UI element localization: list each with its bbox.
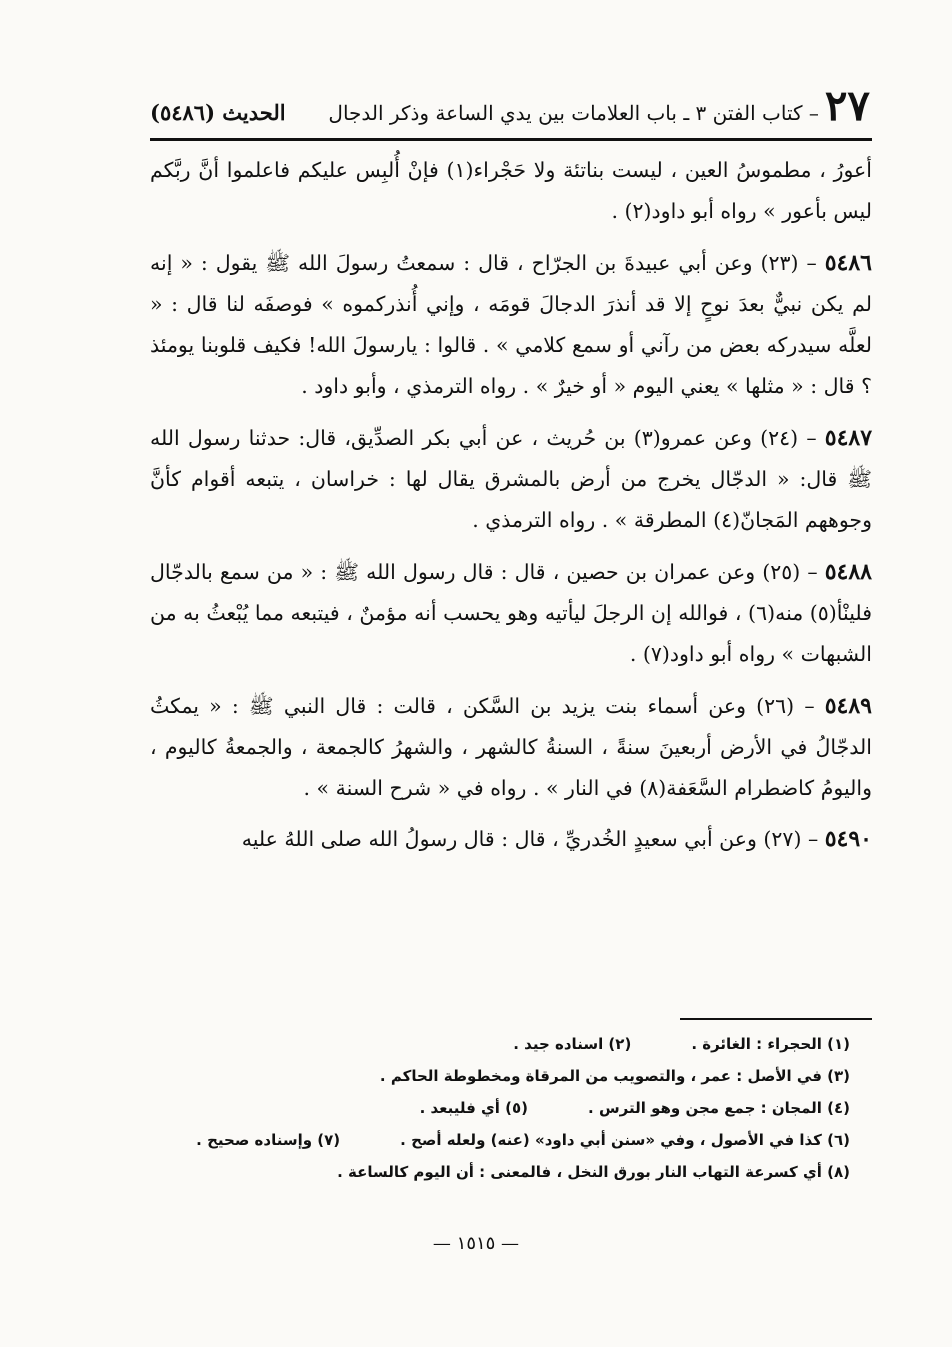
hadith-paragraph — [150, 552, 872, 676]
footnote-7: (٧) وإسناده صحيح . — [196, 1131, 341, 1149]
chapter-title: – كتاب الفتن ٣ ـ باب العلامات بين يدي الساعة وذكر الدجال — [328, 101, 819, 125]
hadith-paragraph — [150, 686, 872, 810]
hadith-paragraph — [150, 418, 872, 542]
footnote-line — [150, 1092, 850, 1124]
footnote-line — [150, 1060, 850, 1092]
main-text — [150, 150, 872, 871]
hadith-number: ٥٤٨٦ — [824, 249, 872, 276]
hadith-number: ٥٤٨٩ — [824, 692, 872, 719]
footnote-4: (٤) المجان : جمع مجن وهو الترس . — [588, 1099, 850, 1117]
paragraph-text: – (٢٧) وعن أبي سعيدٍ الخُدريِّ ، قال : قال رسولُ الله صلى اللهُ عليه — [241, 827, 825, 852]
footnote-6: (٦) كذا في الأصول ، وفي «سنن أبي داود» (عنه) ولعله أصح . — [400, 1131, 850, 1149]
header-rule — [150, 138, 872, 141]
hadith-reference: الحديث (٥٤٨٦) — [150, 100, 286, 125]
footnote-rule — [680, 1018, 872, 1020]
footnotes — [150, 1028, 850, 1188]
footnote-line — [150, 1028, 850, 1060]
chapter-number: ٢٧ — [824, 81, 870, 130]
paragraph-text: – (٢٣) وعن أبي عبيدةَ بن الجرّاح ، قال : سمعتُ رسولَ الله ﷺ يقول : « إنه لم يكن نبيٌّ بعدَ نوحٍ إلا قد أنذرَ الدجالَ قومَه ، وإني أُنذركموه » فوصفَه لنا قال : « لعلَّه سيدركه بعض من رآني أو سمع كلامي » . قالوا : يارسولَ الله! فكيف قلوبنا يومئذ ؟ قال : « مثلها » يعني اليوم « أو خيرٌ » . رواه الترمذي ، وأبو داود . — [150, 250, 872, 399]
paragraph-text: – (٢٦) وعن أسماء بنت يزيد بن السَّكن ، قالت : قال النبي ﷺ : « يمكثُ الدجّالُ في الأرض أربعينَ سنةً ، السنةُ كالشهر ، والشهرُ كالجمعة ، والجمعةُ كاليوم ، واليومُ كاضطرام السَّعَفة(٨) في النار » . رواه في « شرح السنة » . — [150, 693, 872, 801]
running-header — [150, 80, 870, 130]
paragraph-continuation — [150, 150, 872, 233]
hadith-number: ٥٤٨٨ — [824, 558, 872, 585]
footnote-8: (٨) أي كسرعة التهاب النار بورق النخل ، فالمعنى : أن اليوم كالساعة . — [337, 1163, 850, 1181]
footnote-2: (٢) اسناده جيد . — [513, 1035, 632, 1053]
footnote-5: (٥) أي فليبعد . — [419, 1099, 529, 1117]
hadith-paragraph — [150, 819, 872, 860]
hadith-number: ٥٤٨٧ — [824, 424, 873, 451]
page-number: — ١٥١٥ — — [432, 1233, 520, 1254]
hadith-paragraph — [150, 243, 872, 408]
footnote-line — [150, 1156, 850, 1188]
footnote-1: (١) الحجراء : الغائرة . — [691, 1035, 850, 1053]
footnote-line — [150, 1124, 850, 1156]
paragraph-text: – (٢٤) وعن عمرو(٣) بن حُريث ، عن أبي بكر الصدِّيق، قال: حدثنا رسول الله ﷺ قال: « الدجّال يخرج من أرض بالمشرق يقال لها : خراسان ، يتبعه أقوام كأنَّ وجوههم المَجانّ(٤) المطرقة » . رواه الترمذي . — [150, 425, 872, 533]
paragraph-text: – (٢٥) وعن عمران بن حصين ، قال : قال رسول الله ﷺ : « من سمع بالدجّال فلينْأ(٥) منه(٦) ، فوالله إن الرجلَ ليأتيه وهو يحسب أنه مؤمنٌ ، فيتبعه مما يُبْعثُ به من الشبهات » رواه أبو داود(٧) . — [150, 559, 872, 667]
paragraph-text: أعورُ ، مطموسُ العين ، ليست بناتئة ولا حَجْراء(١) فإنْ أُلبِس عليكم فاعلموا أنَّ ربَّكم ليس بأعور » رواه أبو داود(٢) . — [150, 158, 872, 224]
footnote-3: (٣) في الأصل : عمر ، والتصويب من المرقاة ومخطوطة الحاكم . — [379, 1067, 850, 1085]
hadith-number: ٥٤٩٠ — [824, 826, 872, 853]
